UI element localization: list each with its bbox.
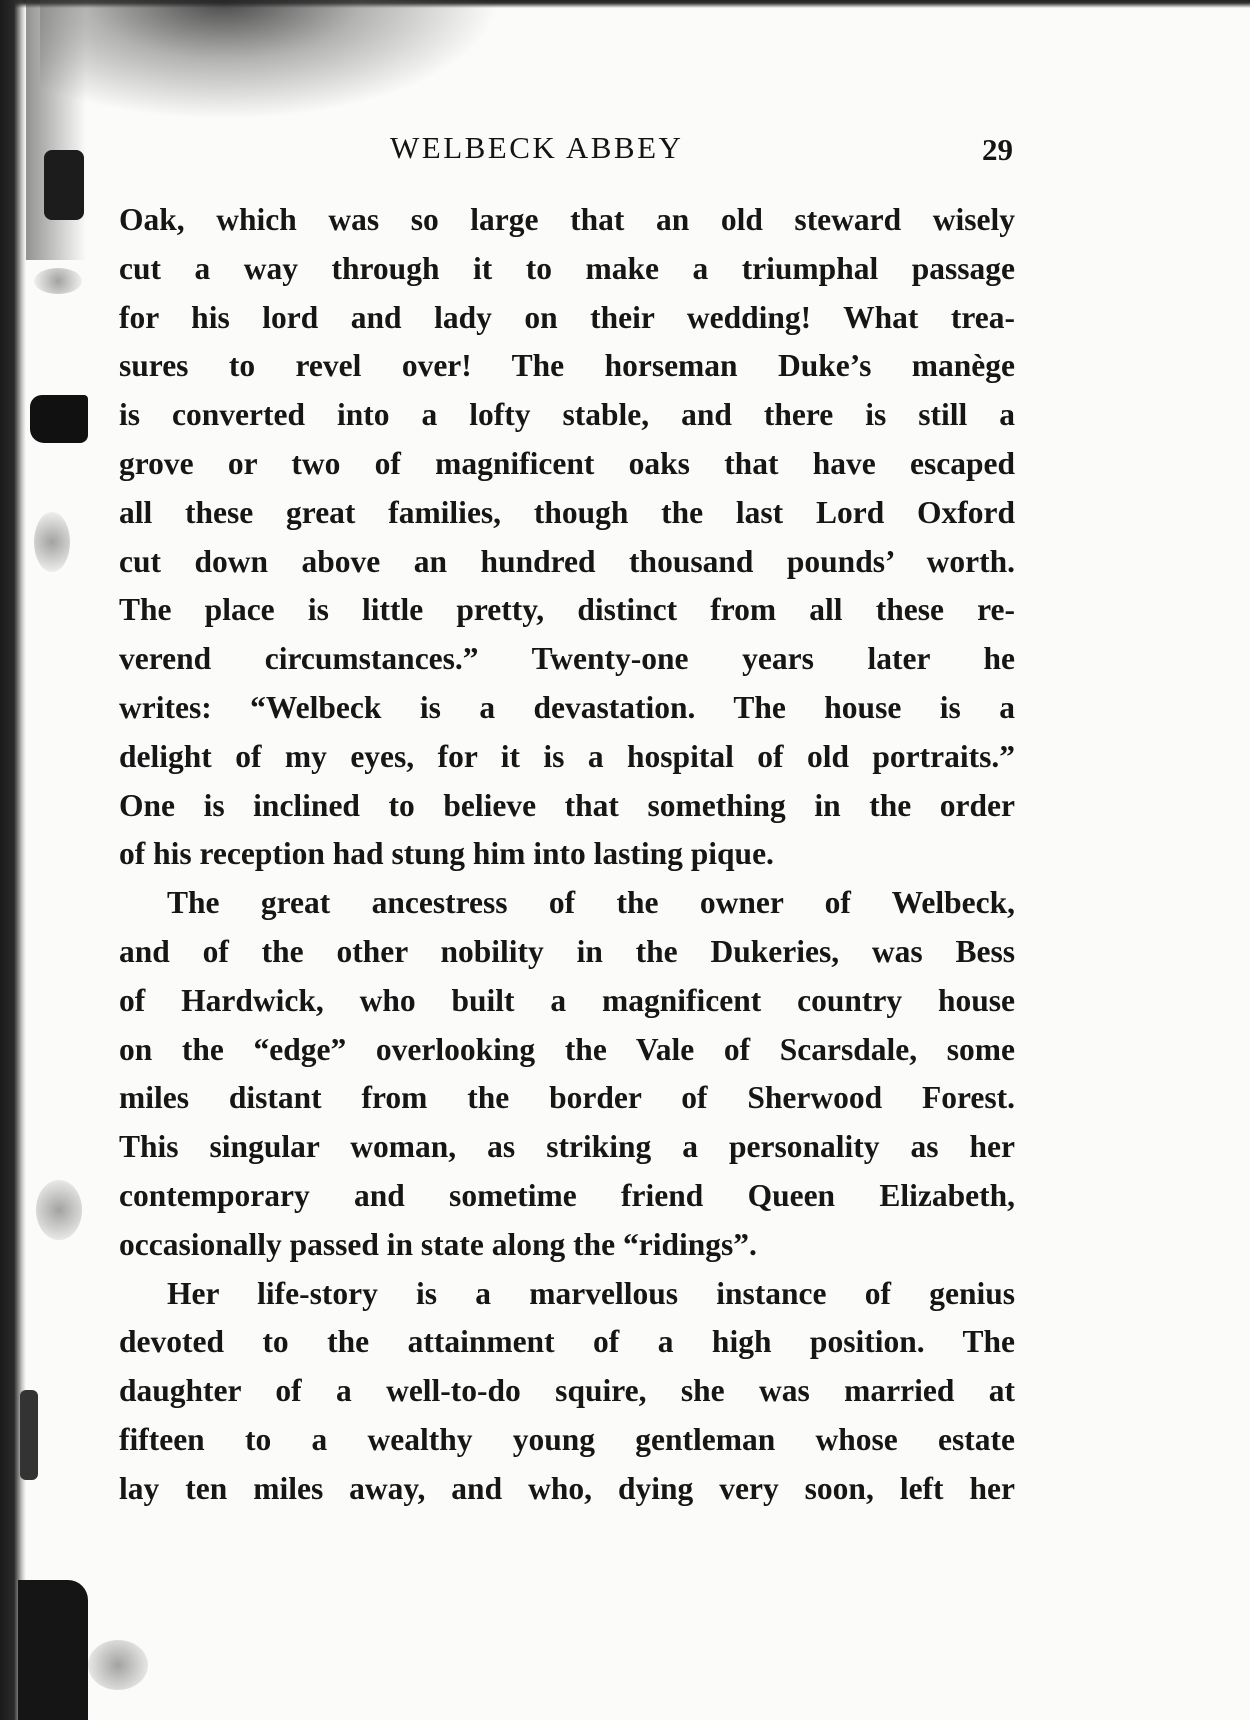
text-line: Oak, which was so large that an old steward wisely: [119, 202, 1015, 237]
text-line: One is inclined to believe that something in the order: [119, 787, 1015, 823]
text-line: lay ten miles away, and who, dying very soon, left her: [119, 1470, 1015, 1506]
text-line: delight of my eyes, for it is a hospital of old portraits.”: [119, 738, 1015, 774]
scan-smudge: [36, 1180, 82, 1240]
text-line: and of the other nobility in the Dukeries, was Bess: [119, 933, 1015, 969]
text-line: The great ancestress of the owner of Welbeck,: [167, 885, 1015, 921]
body-text: [119, 196, 1015, 1514]
text-line: daughter of a well-to-do squire, she was married at: [119, 1373, 1015, 1409]
ink-blot: [18, 1580, 88, 1720]
text-line: all these great families, though the last Lord Oxford: [119, 494, 1015, 530]
text-line: contemporary and sometime friend Queen Elizabeth,: [119, 1177, 1015, 1213]
running-title: WELBECK ABBEY: [390, 130, 684, 165]
text-line: of Hardwick, who built a magnificent country house: [119, 982, 1015, 1018]
scan-smudge: [88, 1640, 148, 1690]
page-number: 29: [982, 132, 1013, 167]
text-line: for his lord and lady on their wedding! What trea-: [119, 299, 1015, 335]
text-line: is converted into a lofty stable, and there is still a: [119, 397, 1015, 433]
paragraph-3: [119, 1270, 1015, 1514]
scan-shadow: [40, 0, 500, 120]
scan-smudge: [34, 512, 70, 572]
text-line: fifteen to a wealthy young gentleman whose estate: [119, 1421, 1015, 1457]
text-line: grove or two of magnificent oaks that have escaped: [119, 445, 1015, 481]
scan-gutter-shadow: [26, 0, 86, 260]
ink-blot: [30, 395, 88, 443]
text-line: devoted to the attainment of a high position. The: [119, 1324, 1015, 1360]
text-line: occasionally passed in state along the “ridings”.: [119, 1226, 757, 1262]
ink-blot: [44, 150, 84, 220]
ink-blot: [20, 1390, 38, 1480]
text-line: Her life-story is a marvellous instance of genius: [167, 1275, 1015, 1311]
text-line: sures to revel over! The horseman Duke’s manège: [119, 348, 1015, 384]
text-line: cut down above an hundred thousand pounds’ worth.: [119, 543, 1015, 579]
text-line: The place is little pretty, distinct from all these re-: [119, 592, 1015, 628]
paragraph-1: [119, 196, 1015, 879]
text-line: writes: “Welbeck is a devastation. The house is a: [119, 689, 1015, 725]
paragraph-2: [119, 879, 1015, 1269]
text-line: cut a way through it to make a triumphal passage: [119, 250, 1015, 286]
text-line: verend circumstances.” Twenty-one years later he: [119, 641, 1015, 677]
text-line: of his reception had stung him into lasting pique.: [119, 836, 774, 872]
scan-smudge: [34, 268, 82, 294]
text-line: miles distant from the border of Sherwood Forest.: [119, 1080, 1015, 1116]
text-line: This singular woman, as striking a personality as her: [119, 1129, 1015, 1165]
text-line: on the “edge” overlooking the Vale of Scarsdale, some: [119, 1031, 1015, 1067]
